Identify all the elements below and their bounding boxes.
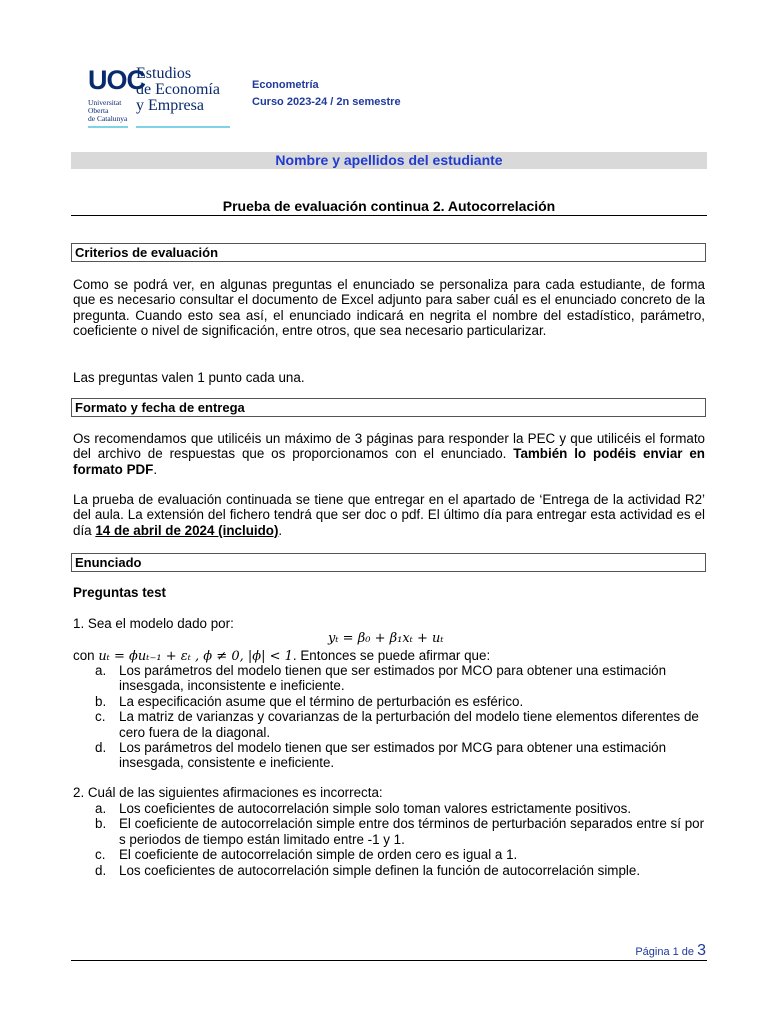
logo-underline [136, 126, 230, 128]
course-term: Curso 2023-24 / 2n semestre [252, 96, 401, 108]
course-name: Econometría [252, 79, 319, 91]
logo-faculty-name: Estudios de Economía y Empresa [136, 65, 220, 114]
formato-paragraph-1: Os recomendamos que utilicéis un máximo de 3 páginas para responder la PEC y que utilicéis el formato del archivo de respuestas que os proporcionamos con el enunciado. También lo podéis enviar en formato PDF. [73, 431, 705, 477]
logo-underline-left [88, 126, 128, 128]
question-1-option-c: c. La matriz de varianzas y covarianzas de la perturbación del modelo tiene elementos diferentes de cero fuera de la diagonal. [95, 709, 699, 740]
title-divider [71, 215, 707, 216]
question-2-intro: 2. Cuál de las siguientes afirmaciones es incorrecta: [73, 785, 383, 800]
page-title: Prueba de evaluación continua 2. Autocorrelación [222, 198, 556, 214]
question-2-option-b: b. El coeficiente de autocorrelación simple entre dos términos de perturbación separados entre sí por s periodos de tiempo están limitado entre -1 y 1. [95, 816, 705, 847]
criterios-paragraph-2: Las preguntas valen 1 punto cada una. [73, 370, 305, 385]
question-1-intro: 1. Sea el modelo dado por: [73, 616, 234, 631]
section-heading-enunciado: Enunciado [71, 553, 706, 572]
section-heading-formato: Formato y fecha de entrega [71, 398, 706, 417]
question-2-option-d: d. Los coeficientes de autocorrelación simple definen la función de autocorrelación simple. [95, 862, 641, 878]
question-1-options [73, 663, 707, 771]
question-2-options [73, 801, 707, 878]
subheading-preguntas-test: Preguntas test [73, 585, 167, 600]
deadline-date: 14 de abril de 2024 (incluido) [95, 522, 279, 538]
pdf-note: También lo podéis enviar en formato PDF [73, 446, 705, 477]
student-name-field: Nombre y apellidos del estudiante [71, 152, 707, 169]
uoc-logo [88, 66, 232, 128]
question-1-option-b: b. La especificación asume que el término de perturbación es esférico. [95, 693, 524, 709]
section-heading-criterios: Criterios de evaluación [71, 243, 706, 262]
question-1-option-d: d. Los parámetros del modelo tienen que ser estimados por MCG para obtener una estimación insesgada, consistente e ineficiente. [95, 740, 667, 771]
question-1-equation: yₜ = β₀ + β₁xₜ + uₜ [328, 631, 444, 646]
formato-paragraph-2: La prueba de evaluación continuada se tiene que entregar en el apartado de ‘Entrega de la actividad R2’ del aula. La extensión del fichero tendrá que ser doc o pdf. El último día para entregar esta actividad es el día 14 de abril de 2024 (incluido). [73, 492, 705, 538]
question-1-condition: con uₜ = ϕuₜ₋₁ + εₜ , ϕ ≠ 0, |ϕ| < 1. Entonces se puede afirmar que: [73, 648, 491, 664]
question-2-option-a: a. Los coeficientes de autocorrelación simple solo toman valores estrictamente positivos. [95, 801, 632, 816]
criterios-paragraph-1: Como se podrá ver, en algunas preguntas el enunciado se personaliza para cada estudiante, de forma que es necesario consultar el documento de Excel adjunto para saber cuál es el enunciado concreto de la pregunta. Cuando esto sea así, el enunciado indicará en negrita el nombre del estadístico, parámetro, coeficiente o nivel de significación, entre otros, que sea necesario particularizar. [73, 277, 705, 339]
question-2-option-c: c. El coeficiente de autocorrelación simple de orden cero es igual a 1. [95, 847, 518, 863]
logo-mark: UOC [88, 65, 145, 95]
logo-university-name: Universitat Oberta de Catalunya [88, 98, 128, 123]
question-1-option-a: a. Los parámetros del modelo tienen que ser estimados por MCO para obtener una estimación insesgada, inconsistente e ineficiente. [95, 663, 667, 694]
footer-divider [71, 960, 707, 961]
page-number: Página 1 de 3 [635, 942, 706, 959]
